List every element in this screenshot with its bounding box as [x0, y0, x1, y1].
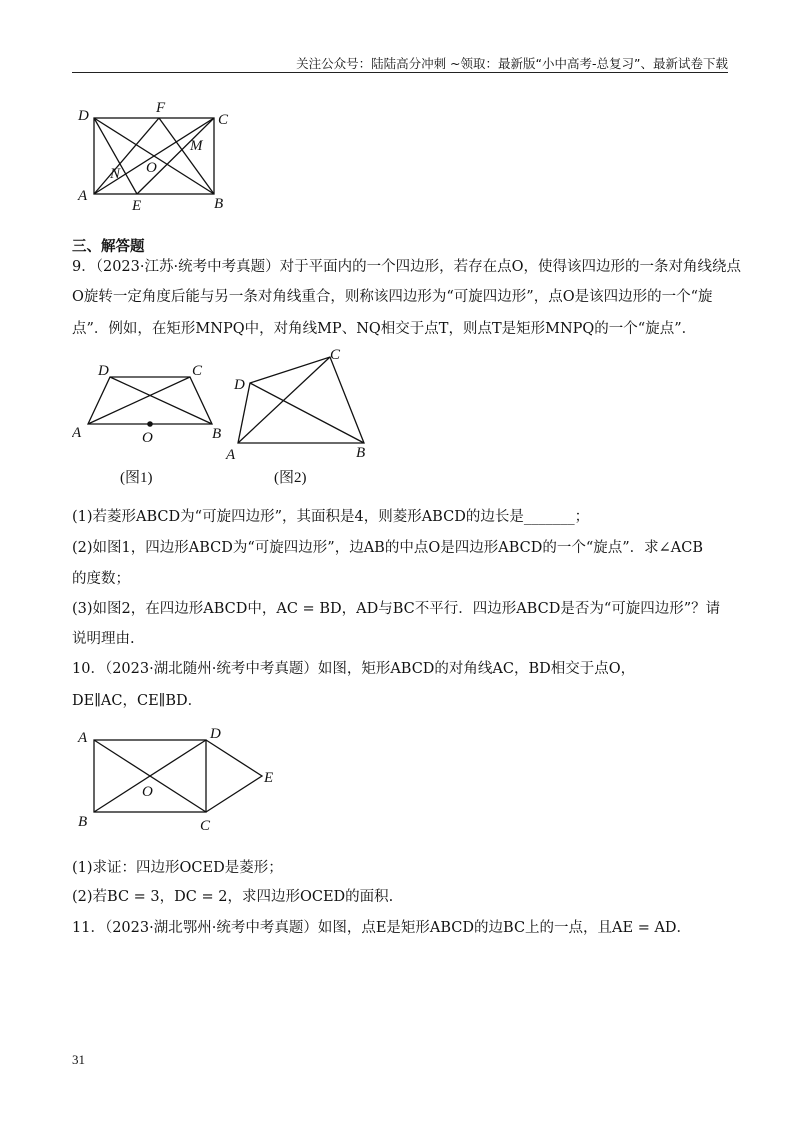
header-text: 关注公众号：陆陆高分冲刺 ~领取：最新版“小中高考-总复习”、最新试卷下载 — [296, 56, 728, 71]
page-header — [72, 52, 728, 73]
label-F: F — [156, 100, 166, 116]
label-C: C — [218, 112, 229, 128]
q9-part3-line1: (3)如图2，在四边形ABCD中，AC = BD，AD与BC不平行．四边形ABCD是否为“可旋四边形”？请 — [72, 601, 721, 617]
q10-part1: (1)求证：四边形OCED是菱形； — [72, 860, 283, 876]
q9-part2-line1: (2)如图1，四边形ABCD为“可旋四边形”，边AB的中点O是四边形ABCD的一个“旋点”．求∠ACB — [72, 540, 704, 556]
label-A: A — [78, 188, 88, 204]
page-number: 31 — [72, 1052, 85, 1067]
label-O: O — [146, 160, 157, 176]
q9-line3: 点”．例如，在矩形MNPQ中，对角线MP、NQ相交于点T，则点T是矩形MNPQ的一个“旋点”． — [72, 321, 697, 337]
label-M: M — [190, 138, 203, 154]
fig2-caption: (图2) — [274, 470, 307, 486]
q9-part2-line2: 的度数； — [72, 571, 130, 587]
fig2-label-B: B — [356, 445, 366, 461]
q10-part2: (2)若BC = 3，DC = 2，求四边形OCED的面积. — [72, 889, 394, 905]
fig1-caption: (图1) — [120, 470, 153, 486]
fig1-label-C: C — [192, 363, 203, 379]
q10-label-C: C — [200, 818, 211, 834]
fig1-label-O: O — [142, 430, 153, 446]
q10-line2: DE∥AC，CE∥BD． — [72, 693, 203, 709]
label-N: N — [110, 166, 121, 182]
fig1-label-D: D — [98, 363, 109, 379]
label-B: B — [214, 196, 224, 212]
q9-line2: O旋转一定角度后能与另一条对角线重合，则称该四边形为“可旋四边形”，点O是该四边形的一个“旋 — [72, 289, 713, 305]
q10-label-A: A — [78, 730, 88, 746]
figure-1 — [72, 360, 232, 490]
q10-label-D: D — [210, 726, 221, 742]
label-D: D — [78, 108, 89, 124]
q10-label-E: E — [264, 770, 274, 786]
fig2-label-D: D — [234, 377, 245, 393]
top-rectangle-figure — [72, 98, 242, 218]
q9-part3-line2: 说明理由. — [72, 631, 135, 647]
figure-2 — [222, 345, 382, 490]
fig2-label-A: A — [226, 447, 236, 463]
q9-line1: 9．（2023·江苏·统考中考真题）对于平面内的一个四边形，若存在点O，使得该四边形的一条对角线绕点 — [72, 259, 741, 275]
q9-part1: (1)若菱形ABCD为“可旋四边形”，其面积是4，则菱形ABCD的边长是_______； — [72, 509, 590, 525]
q10-label-B: B — [78, 814, 88, 830]
q10-label-O: O — [142, 784, 153, 800]
q11-line1: 11．（2023·湖北鄂州·统考中考真题）如图，点E是矩形ABCD的边BC上的一点，且AE = AD． — [72, 920, 692, 936]
section-title: 三、解答题 — [72, 239, 145, 255]
label-E: E — [132, 198, 142, 214]
fig2-label-C: C — [330, 347, 341, 363]
fig1-label-A: A — [72, 425, 82, 441]
q10-figure — [72, 722, 292, 842]
q10-line1: 10．（2023·湖北随州·统考中考真题）如图，矩形ABCD的对角线AC，BD相交于点O， — [72, 661, 636, 677]
fig1-label-B: B — [212, 426, 222, 442]
